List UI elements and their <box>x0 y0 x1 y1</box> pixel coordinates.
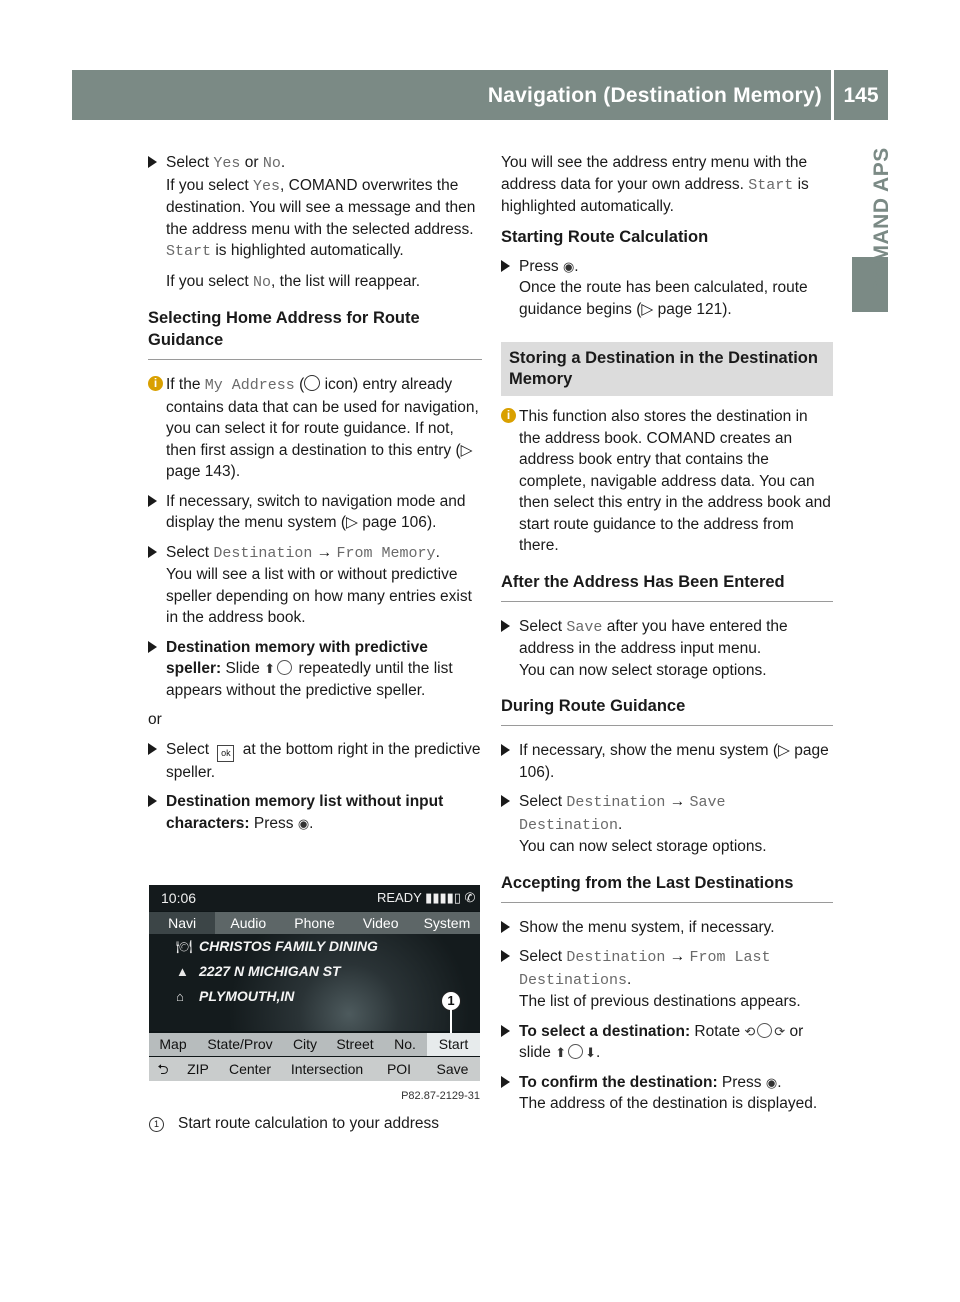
step-arrow-icon <box>501 1025 510 1037</box>
info-icon: i <box>501 408 516 423</box>
left-column <box>148 152 482 842</box>
image-code: P82.87-2129-31 <box>401 1090 480 1102</box>
controller-icon <box>757 1023 772 1038</box>
step-arrow-icon <box>501 1076 510 1088</box>
page-title: Navigation (Destination Memory) <box>487 84 822 107</box>
screen-menu-row-2 <box>149 1057 480 1081</box>
city-icon: ⌂ <box>176 989 184 1004</box>
screen-line-city: PLYMOUTH,IN <box>199 988 295 1004</box>
callout-1: 1 <box>441 991 461 1011</box>
step-press-controller: Press ◉. Once the route has been calculated, route guidance begins (▷ page 121). <box>501 256 833 321</box>
screen-tab-system: System <box>423 915 471 931</box>
screen-menu-row-1 <box>149 1033 480 1056</box>
info-address-book: i This function also stores the destination in the address book. COMAND creates an address book entry that contains the complete, navigable address data. You can then select this entry in the address book and start route guidance to the address from there. <box>501 406 833 557</box>
rotate-right-icon: ⟳ <box>774 1023 786 1039</box>
screen-back-icon: ⮌ <box>157 1061 169 1077</box>
screen-menu-street: Street <box>336 1036 374 1052</box>
screen-menu-poi: POI <box>386 1061 412 1077</box>
screen-menu-intersection: Intersection <box>290 1061 364 1077</box>
ok-icon: ok <box>217 745 234 762</box>
screen-time: 10:06 <box>161 890 197 906</box>
step-arrow-icon <box>501 950 510 962</box>
step-select-from-memory: Select Destination → From Memory. You will see a list with or without predictive speller depending on how many entries exist in the address book. <box>148 542 482 629</box>
press-controller-icon: ◉ <box>297 815 310 831</box>
step-arrow-icon <box>148 743 157 755</box>
step-arrow-icon <box>148 546 157 558</box>
step-arrow-icon <box>501 620 510 632</box>
step-show-menu-system: If necessary, show the menu system (▷ page 106). <box>501 740 833 783</box>
step-arrow-icon <box>501 744 510 756</box>
step-arrow-icon <box>148 641 157 653</box>
figure-caption: 1 Start route calculation to your address <box>149 1113 483 1134</box>
press-controller-icon: ◉ <box>765 1074 778 1090</box>
comand-screen-image <box>149 885 480 1081</box>
step-show-menu: Show the menu system, if necessary. <box>501 917 833 939</box>
screen-line-street: 2227 N MICHIGAN ST <box>199 963 341 979</box>
screen-menu-state: State/Prov <box>207 1036 273 1052</box>
screen-menu-start: Start <box>427 1033 480 1056</box>
or-text: or <box>148 711 162 728</box>
page-number: 145 <box>843 84 879 107</box>
controller-icon <box>277 660 292 675</box>
right-column <box>501 152 833 1123</box>
heading-last-destinations: Accepting from the Last Destinations <box>501 872 833 903</box>
slide-up-icon: ⬆ <box>264 661 276 676</box>
heading-during-route-guidance: During Route Guidance <box>501 695 833 726</box>
press-controller-icon: ◉ <box>562 258 575 274</box>
step-switch-navigation: If necessary, switch to navigation mode and display the menu system (▷ page 106). <box>148 491 482 534</box>
section-storing-destination: Storing a Destination in the Destination Memory <box>501 342 833 396</box>
info-my-address: i If the My Address ( icon) entry already contains data that can be used for navigation, you can select it for route guidance. If not, then first assign a destination to this entry (▷ page 143). <box>148 374 482 483</box>
step-arrow-icon <box>501 260 510 272</box>
step-list-without-input: Destination memory list without input characters: Press ◉. <box>148 791 482 834</box>
step-arrow-icon <box>148 156 157 168</box>
screen-tab-audio: Audio <box>230 915 267 931</box>
screen-menu-no: No. <box>394 1036 416 1052</box>
screen-menu-map: Map <box>159 1036 187 1052</box>
screen-menu-zip: ZIP <box>187 1061 209 1077</box>
slide-down-icon: ⬇ <box>585 1045 596 1060</box>
step-arrow-icon <box>148 495 157 507</box>
info-icon: i <box>148 376 163 391</box>
step-select-save: Select Save after you have entered the address in the address input menu. You can now select storage options. <box>501 616 833 682</box>
street-icon: ▲ <box>176 964 189 979</box>
screen-map <box>149 934 480 1031</box>
screen-menu-save: Save <box>436 1061 469 1077</box>
heading-home-address: Selecting Home Address for Route Guidance <box>148 307 482 360</box>
step-predictive-speller: Destination memory with predictive speller: Slide ⬆ repeatedly until the list appears without the predictive speller. <box>148 637 482 702</box>
caption-number-icon: 1 <box>149 1117 164 1132</box>
home-destination-icon <box>304 375 320 391</box>
step-from-last-destinations: Select Destination → From Last Destinations. The list of previous destinations appears. <box>501 946 833 1013</box>
restaurant-icon: 🍽 <box>176 939 193 954</box>
screen-status: READY ▮▮▮▮▯ ✆ <box>377 890 476 905</box>
side-chapter-label: COMAND APS <box>870 147 893 295</box>
step-select-yes-no: Select Yes or No. If you select Yes, COMAND overwrites the destination. You will see a message and then the address menu with the selected address. Start is highlighted automatically. <box>148 152 482 263</box>
step-select-ok: Select ok at the bottom right in the predictive speller. <box>148 739 482 784</box>
step-arrow-icon <box>148 795 157 807</box>
slide-up-icon: ⬆ <box>555 1045 567 1060</box>
screen-line-name: CHRISTOS FAMILY DINING <box>199 938 378 954</box>
step-select-destination: To select a destination: Rotate ⟲ ⟳ or slide ⬆ ⬇. <box>501 1021 833 1064</box>
screen-tab-navi: Navi <box>149 912 215 934</box>
paragraph-address-entry: You will see the address entry menu with the address data for your own address. Start is highlighted automatically. <box>501 154 809 215</box>
paragraph-no: If you select No, the list will reappear. <box>166 272 421 291</box>
screen-tab-video: Video <box>362 915 399 931</box>
controller-icon <box>568 1044 583 1059</box>
screen-menu-center: Center <box>228 1061 272 1077</box>
step-save-destination: Select Destination → Save Destination. You can now select storage options. <box>501 791 833 858</box>
heading-route-calculation: Starting Route Calculation <box>501 227 709 246</box>
rotate-left-icon: ⟲ <box>744 1023 756 1039</box>
screen-tab-phone: Phone <box>294 915 335 931</box>
step-arrow-icon <box>501 795 510 807</box>
screen-status-bar <box>149 885 480 911</box>
step-confirm-destination: To confirm the destination: Press ◉. The address of the destination is displayed. <box>501 1072 833 1115</box>
screen-tabs <box>149 912 480 934</box>
screen-menu-city: City <box>292 1036 318 1052</box>
heading-after-address-entered: After the Address Has Been Entered <box>501 571 833 602</box>
step-arrow-icon <box>501 921 510 933</box>
header-separator <box>831 70 834 120</box>
